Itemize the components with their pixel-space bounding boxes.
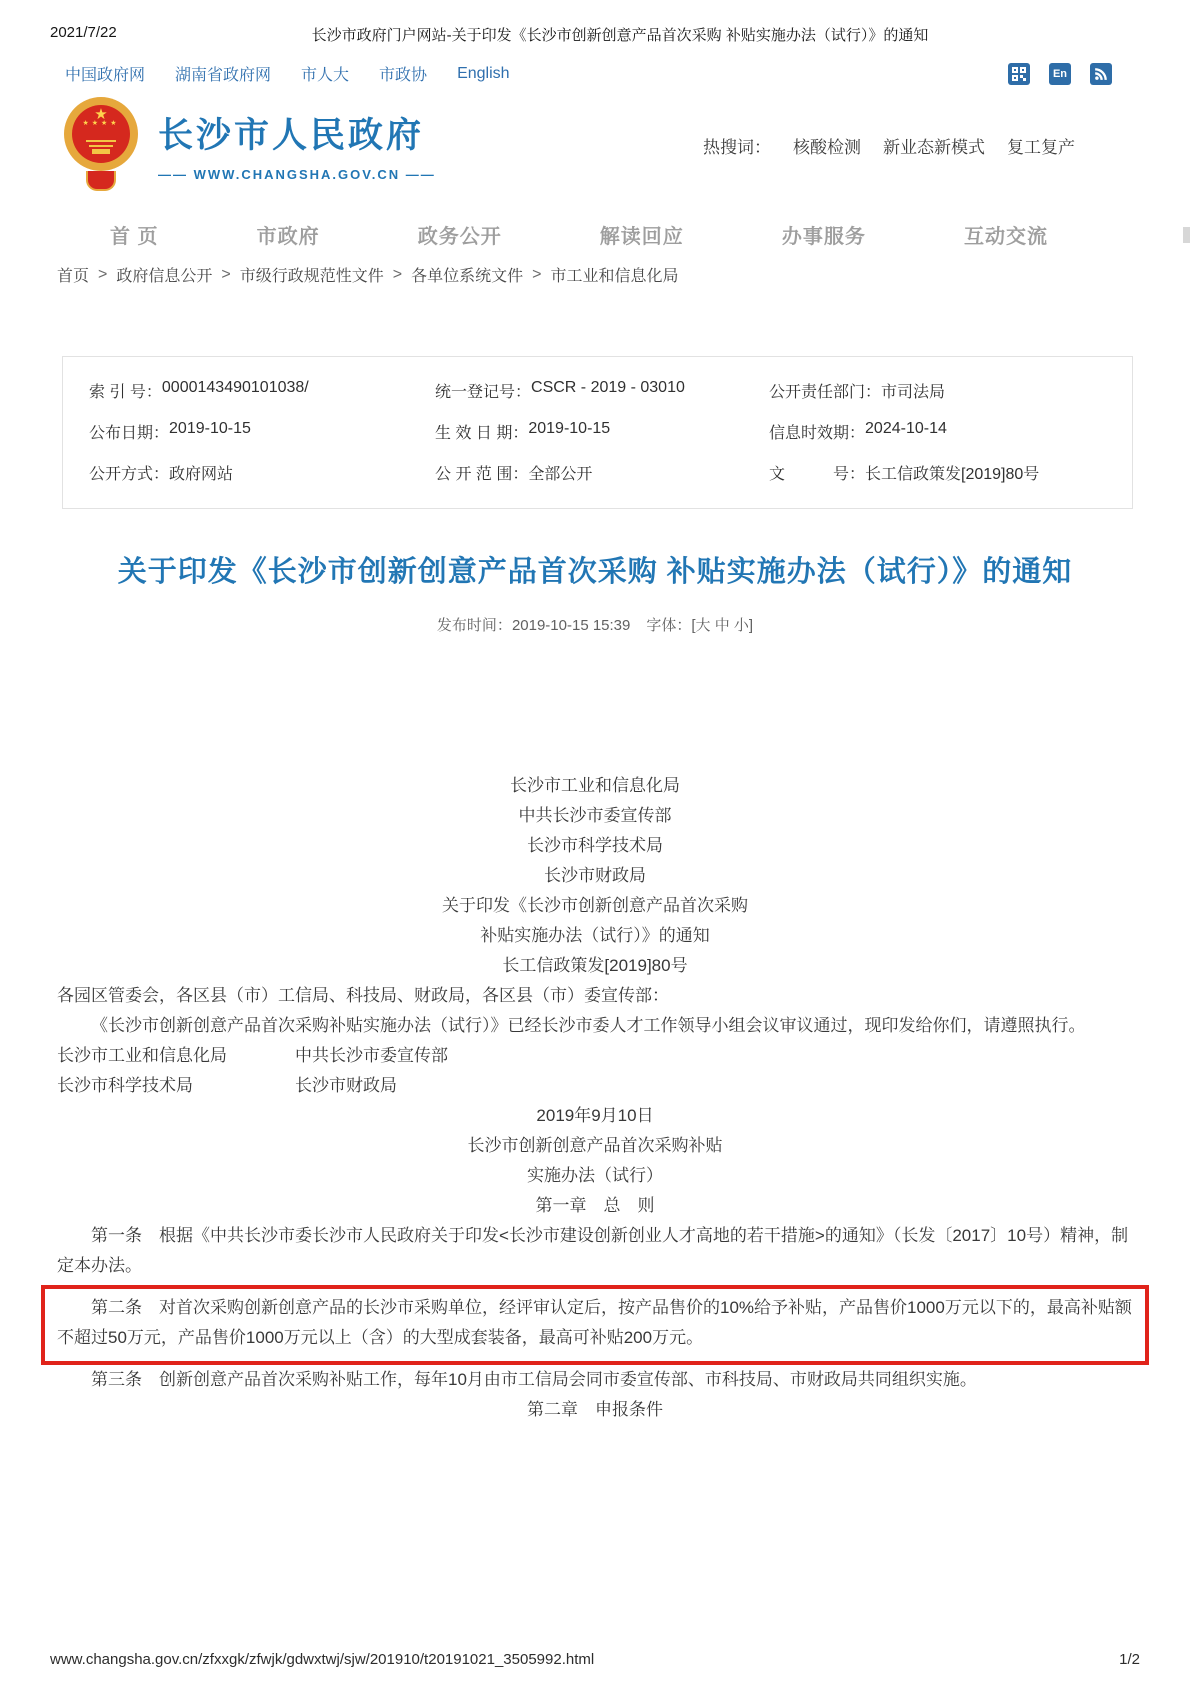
publish-time: 2019-10-15 15:39 [511, 617, 631, 634]
print-date: 2021/7/22 [50, 24, 117, 41]
nav-item-city-gov[interactable]: 市政府 [256, 225, 320, 248]
info-label: 信息时效期： [769, 425, 866, 442]
info-value: 长工信政策发[2019]80号 [865, 466, 1040, 483]
qr-code-icon[interactable] [1008, 63, 1030, 85]
notice-title-line: 补贴实施办法（试行）》的通知 [480, 926, 710, 945]
document-number-line: 长工信政策发[2019]80号 [502, 956, 688, 975]
national-emblem-icon: ★ ★★★★ [62, 97, 140, 193]
body-paragraph: 第一条 根据《中共长沙市委长沙市人民政府关于印发<长沙市建设创新创业人才高地的若干措施>的通知》（长发〔2017〕10号）精神，制定本办法。 [57, 1226, 1129, 1275]
publish-time-label: 发布时间： [436, 617, 512, 634]
nav-item-partial[interactable] [1183, 227, 1190, 243]
info-label: 生 效 日 期： [435, 425, 529, 442]
document-info-table [62, 356, 1133, 509]
branding-row [0, 97, 1190, 193]
breadcrumb-unit-docs[interactable]: 各单位系统文件 [411, 268, 524, 285]
breadcrumb-separator: > [532, 265, 542, 283]
link-hunan-gov[interactable]: 湖南省政府网 [175, 67, 272, 84]
breadcrumb-normative-docs[interactable]: 市级行政规范性文件 [239, 268, 384, 285]
info-value: CSCR - 2019 - 03010 [531, 379, 685, 396]
info-label: 文 号： [769, 466, 866, 483]
info-label: 公布日期： [89, 425, 170, 442]
info-label: 公 开 范 围： [435, 466, 529, 483]
hot-search [703, 133, 1075, 158]
article-meta [0, 614, 1190, 635]
link-china-gov[interactable]: 中国政府网 [65, 67, 146, 84]
info-value: 全部公开 [528, 466, 593, 483]
print-page-title: 长沙市政府门户网站-关于印发《长沙市创新创意产品首次采购 补贴实施办法（试行）》的通知 [311, 27, 929, 44]
footer-url: www.changsha.gov.cn/zfxxgk/zfwjk/gdwxtwj/sjw/201910/t20191021_3505992.html [50, 1651, 595, 1668]
info-label: 公开方式： [89, 466, 170, 483]
hot-search-keyword[interactable]: 复工复产 [1007, 137, 1075, 157]
notice-title-line: 关于印发《长沙市创新创意产品首次采购 [442, 896, 748, 915]
info-row [89, 420, 1132, 443]
nav-item-interaction[interactable]: 互动交流 [963, 225, 1048, 248]
highlight-box [41, 1285, 1149, 1365]
info-value: 政府网站 [169, 466, 234, 483]
measures-title-line: 实施办法（试行） [527, 1166, 663, 1185]
breadcrumb-bureau[interactable]: 市工业和信息化局 [550, 268, 679, 285]
signature-date-line: 2019年9月10日 [536, 1106, 654, 1125]
info-label: 公开责任部门： [769, 384, 882, 401]
hot-search-label: 热搜词： [703, 137, 771, 157]
breadcrumb-separator: > [221, 265, 231, 283]
info-value: 2019-10-15 [169, 420, 251, 437]
info-row [89, 461, 1132, 484]
font-size-label: 字体： [646, 617, 692, 634]
font-size-control[interactable]: [大 中 小] [691, 617, 754, 634]
issuing-org-line: 长沙市科学技术局 [527, 836, 663, 855]
print-footer [50, 1651, 1140, 1668]
breadcrumb [0, 263, 1190, 286]
chapter-heading: 第一章 总 则 [535, 1196, 655, 1215]
breadcrumb-separator: > [392, 265, 403, 283]
hot-search-keyword[interactable]: 新业态新模式 [883, 137, 985, 157]
breadcrumb-home[interactable]: 首页 [57, 268, 90, 285]
footer-page-number: 1/2 [1119, 1651, 1140, 1668]
highlighted-paragraph: 第二条 对首次采购创新创意产品的长沙市采购单位，经评审认定后，按产品售价的10%给予补贴，产品售价1000万元以下的，最高补贴额不超过50万元，产品售价1000万元以上（含）的大型成套装备，最高可补贴200万元。 [57, 1298, 1132, 1347]
nav-item-home[interactable]: 首 页 [110, 225, 159, 248]
body-paragraph: 《长沙市创新创意产品首次采购补贴实施办法（试行）》已经长沙市委人才工作领导小组会议审议通过，现印发给你们，请遵照执行。 [91, 1016, 1086, 1035]
measures-title-line: 长沙市创新创意产品首次采购补贴 [467, 1136, 723, 1155]
link-city-npc[interactable]: 市人大 [301, 67, 350, 84]
info-label: 统一登记号： [435, 384, 532, 401]
signature-line: 长沙市科学技术局 长沙市财政局 [57, 1076, 397, 1095]
site-url: —— WWW.CHANGSHA.GOV.CN —— [158, 167, 436, 182]
nav-item-interpretation[interactable]: 解读回应 [599, 225, 684, 248]
top-link-bar [0, 62, 1190, 85]
info-row [89, 379, 1132, 402]
breadcrumb-gov-info[interactable]: 政府信息公开 [116, 268, 213, 285]
signature-line: 长沙市工业和信息化局 中共长沙市委宣传部 [57, 1046, 448, 1065]
article-body [0, 771, 1190, 1425]
info-value: 2019-10-15 [528, 420, 611, 437]
print-header [0, 0, 1190, 45]
issuing-org-line: 长沙市工业和信息化局 [510, 776, 680, 795]
issuing-org-line: 中共长沙市委宣传部 [518, 806, 672, 825]
link-city-cppcc[interactable]: 市政协 [379, 67, 428, 84]
site-logo[interactable] [62, 97, 436, 193]
brand-text [158, 108, 436, 182]
breadcrumb-separator: > [98, 265, 108, 283]
issuing-org-line: 长沙市财政局 [544, 866, 646, 885]
info-label: 索 引 号： [89, 384, 162, 401]
site-name: 长沙市人民政府 [158, 116, 425, 155]
info-value: 2024-10-14 [865, 420, 947, 437]
english-version-icon[interactable]: En [1049, 63, 1071, 85]
addressee-line: 各园区管委会，各区县（市）工信局、科技局、财政局，各区县（市）委宣传部： [57, 986, 669, 1005]
nav-item-services[interactable]: 办事服务 [781, 225, 866, 248]
chapter-heading: 第二章 申报条件 [527, 1400, 663, 1419]
body-paragraph: 第三条 创新创意产品首次采购补贴工作，每年10月由市工信局会同市委宣传部、市科技局、市财政局共同组织实施。 [91, 1370, 977, 1389]
info-value: 0000143490101038/ [161, 379, 309, 396]
article-title: 关于印发《长沙市创新创意产品首次采购 补贴实施办法（试行）》的通知 [117, 556, 1073, 588]
rss-icon[interactable] [1090, 63, 1112, 85]
top-icons [1008, 63, 1112, 85]
hot-search-keyword[interactable]: 核酸检测 [793, 137, 861, 157]
link-english[interactable]: English [457, 64, 510, 82]
info-value: 市司法局 [881, 384, 946, 401]
nav-item-gov-info[interactable]: 政务公开 [417, 225, 502, 248]
main-nav [0, 213, 1190, 255]
